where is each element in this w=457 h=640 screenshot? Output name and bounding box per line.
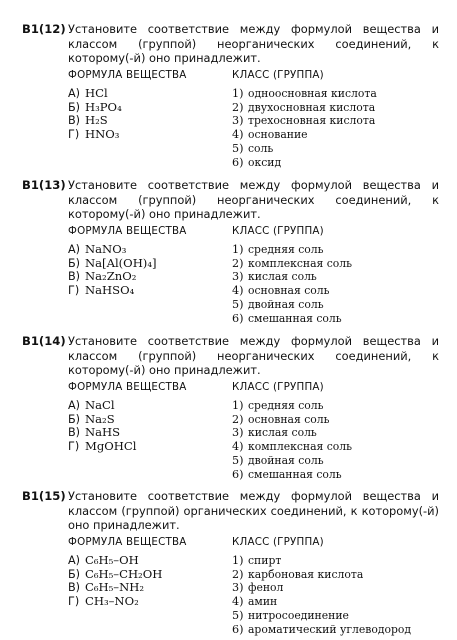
formula-item — [68, 413, 218, 427]
item-formula: NaNO₃ — [85, 241, 127, 256]
item-key: Г) — [68, 128, 80, 142]
item-key: 2) — [232, 412, 244, 426]
formula-column-header: ФОРМУЛА ВЕЩЕСТВА — [68, 224, 187, 237]
class-item — [232, 284, 442, 298]
task-text: Установите соответствие между формулой вещества и классом (группой) органических соединений, к которому(-й) оно принадлежит. — [68, 489, 439, 533]
class-item — [232, 243, 442, 257]
item-formula: C₆H₅–OH — [85, 552, 139, 567]
item-formula: NaCl — [85, 397, 115, 412]
formula-item — [68, 426, 218, 440]
formula-item — [68, 270, 218, 284]
item-class: средняя соль — [248, 398, 324, 412]
item-key: 6) — [232, 467, 244, 481]
item-key: 2) — [232, 100, 244, 114]
formula-column — [68, 380, 218, 454]
task-number: B1(14) — [22, 334, 66, 348]
item-key: 4) — [232, 284, 244, 298]
class-item — [232, 568, 442, 582]
item-key: Г) — [68, 595, 80, 609]
class-column — [232, 68, 442, 170]
task-number: B1(12) — [22, 22, 66, 36]
item-class: амин — [248, 595, 278, 609]
class-item — [232, 454, 442, 468]
item-key: А) — [68, 242, 81, 256]
task-text: Установите соответствие между формулой вещества и классом (группой) неорганических соединений, к которому(-й) оно принадлежит. — [68, 22, 439, 66]
class-item — [232, 399, 442, 413]
item-key: 5) — [232, 608, 244, 622]
item-class: комплексная соль — [248, 256, 353, 270]
item-class: трехосновная кислота — [248, 114, 376, 128]
item-key: Г) — [68, 284, 80, 298]
item-key: В) — [68, 270, 81, 284]
class-item — [232, 413, 442, 427]
class-item — [232, 270, 442, 284]
item-key: 6) — [232, 622, 244, 636]
class-item — [232, 609, 442, 623]
item-key: В) — [68, 114, 81, 128]
formula-column-header: ФОРМУЛА ВЕЩЕСТВА — [68, 68, 187, 81]
class-item — [232, 101, 442, 115]
class-column-header: КЛАСС (ГРУППА) — [232, 535, 324, 548]
item-class: средняя соль — [248, 242, 324, 256]
task-b1-13 — [0, 178, 457, 324]
formula-item — [68, 399, 218, 413]
item-key: А) — [68, 86, 81, 100]
formula-column — [68, 224, 218, 298]
item-class: смешанная соль — [248, 467, 342, 481]
item-class: двухосновная кислота — [248, 100, 376, 114]
item-formula: HNO₃ — [85, 127, 120, 142]
item-key: 1) — [232, 398, 244, 412]
item-key: А) — [68, 398, 81, 412]
formula-item — [68, 581, 218, 595]
item-formula: H₂S — [85, 113, 108, 128]
formula-item — [68, 243, 218, 257]
class-item — [232, 468, 442, 482]
class-item — [232, 128, 442, 142]
item-key: 5) — [232, 141, 244, 155]
item-key: Б) — [68, 567, 81, 581]
item-key: 3) — [232, 114, 244, 128]
task-prompt — [0, 489, 457, 533]
class-column — [232, 535, 442, 637]
item-class: соль — [248, 141, 274, 155]
formula-item — [68, 554, 218, 568]
item-formula: NaHS — [85, 425, 121, 440]
item-formula: HCl — [85, 85, 108, 100]
item-formula: Na₂ZnO₂ — [85, 269, 137, 284]
formula-item — [68, 568, 218, 582]
matching-columns — [0, 380, 457, 480]
item-key: 1) — [232, 86, 244, 100]
item-key: 4) — [232, 440, 244, 454]
item-key: 4) — [232, 595, 244, 609]
item-key: Б) — [68, 100, 81, 114]
formula-item — [68, 114, 218, 128]
formula-column — [68, 68, 218, 142]
task-b1-14 — [0, 334, 457, 480]
class-item — [232, 581, 442, 595]
item-key: 3) — [232, 426, 244, 440]
item-key: Б) — [68, 256, 81, 270]
item-key: В) — [68, 426, 81, 440]
formula-item — [68, 257, 218, 271]
formula-item — [68, 440, 218, 454]
item-key: 3) — [232, 270, 244, 284]
matching-columns — [0, 535, 457, 635]
item-key: 6) — [232, 311, 244, 325]
item-key: 5) — [232, 453, 244, 467]
formula-column-header: ФОРМУЛА ВЕЩЕСТВА — [68, 535, 187, 548]
class-column — [232, 380, 442, 482]
item-key: 3) — [232, 581, 244, 595]
item-key: 2) — [232, 256, 244, 270]
class-item — [232, 595, 442, 609]
item-key: 6) — [232, 155, 244, 169]
class-item — [232, 554, 442, 568]
class-item — [232, 142, 442, 156]
class-item — [232, 257, 442, 271]
task-text: Установите соответствие между формулой вещества и классом (группой) неорганических соединений, к которому(-й) оно принадлежит. — [68, 334, 439, 378]
matching-columns — [0, 68, 457, 168]
item-key: В) — [68, 581, 81, 595]
class-item — [232, 156, 442, 170]
task-number: B1(13) — [22, 178, 66, 192]
item-class: двойная соль — [248, 297, 324, 311]
class-item — [232, 114, 442, 128]
item-class: кислая соль — [248, 270, 317, 284]
item-key: Б) — [68, 412, 81, 426]
item-class: основная соль — [248, 284, 330, 298]
item-class: нитросоединение — [248, 608, 349, 622]
class-item — [232, 623, 442, 637]
item-formula: C₆H₅–NH₂ — [85, 580, 144, 595]
class-item — [232, 440, 442, 454]
item-formula: CH₃–NO₂ — [85, 594, 139, 609]
item-key: Г) — [68, 440, 80, 454]
formula-item — [68, 128, 218, 142]
task-number: B1(15) — [22, 489, 66, 503]
item-key: 1) — [232, 553, 244, 567]
task-prompt — [0, 22, 457, 66]
matching-columns — [0, 224, 457, 324]
item-class: одноосновная кислота — [248, 86, 377, 100]
formula-column-header: ФОРМУЛА ВЕЩЕСТВА — [68, 380, 187, 393]
item-class: основание — [248, 128, 308, 142]
task-prompt — [0, 334, 457, 378]
class-item — [232, 426, 442, 440]
item-class: оксид — [248, 155, 282, 169]
item-class: двойная соль — [248, 453, 324, 467]
class-column-header: КЛАСС (ГРУППА) — [232, 380, 324, 393]
class-item — [232, 87, 442, 101]
formula-item — [68, 284, 218, 298]
item-formula: Na[Al(OH)₄] — [85, 255, 157, 270]
task-b1-15 — [0, 489, 457, 635]
item-class: спирт — [248, 553, 282, 567]
formula-column — [68, 535, 218, 609]
class-column-header: КЛАСС (ГРУППА) — [232, 68, 324, 81]
item-class: карбоновая кислота — [248, 567, 364, 581]
task-text: Установите соответствие между формулой вещества и классом (группой) неорганических соединений, к которому(-й) оно принадлежит. — [68, 178, 439, 222]
formula-item — [68, 87, 218, 101]
task-prompt — [0, 178, 457, 222]
class-item — [232, 298, 442, 312]
item-class: основная соль — [248, 412, 330, 426]
item-formula: H₃PO₄ — [85, 99, 122, 114]
item-class: комплексная соль — [248, 440, 353, 454]
item-key: А) — [68, 553, 81, 567]
item-formula: C₆H₅–CH₂OH — [85, 566, 163, 581]
item-formula: Na₂S — [85, 411, 115, 426]
class-column-header: КЛАСС (ГРУППА) — [232, 224, 324, 237]
item-key: 2) — [232, 567, 244, 581]
item-key: 4) — [232, 128, 244, 142]
formula-item — [68, 101, 218, 115]
item-formula: NaHSO₄ — [85, 283, 135, 298]
item-key: 1) — [232, 242, 244, 256]
item-key: 5) — [232, 297, 244, 311]
item-formula: MgOHCl — [85, 439, 137, 454]
class-column — [232, 224, 442, 326]
task-b1-12 — [0, 22, 457, 168]
item-class: кислая соль — [248, 426, 317, 440]
item-class: смешанная соль — [248, 311, 342, 325]
item-class: ароматический углеводород — [248, 622, 412, 636]
class-item — [232, 312, 442, 326]
formula-item — [68, 595, 218, 609]
item-class: фенол — [248, 581, 284, 595]
